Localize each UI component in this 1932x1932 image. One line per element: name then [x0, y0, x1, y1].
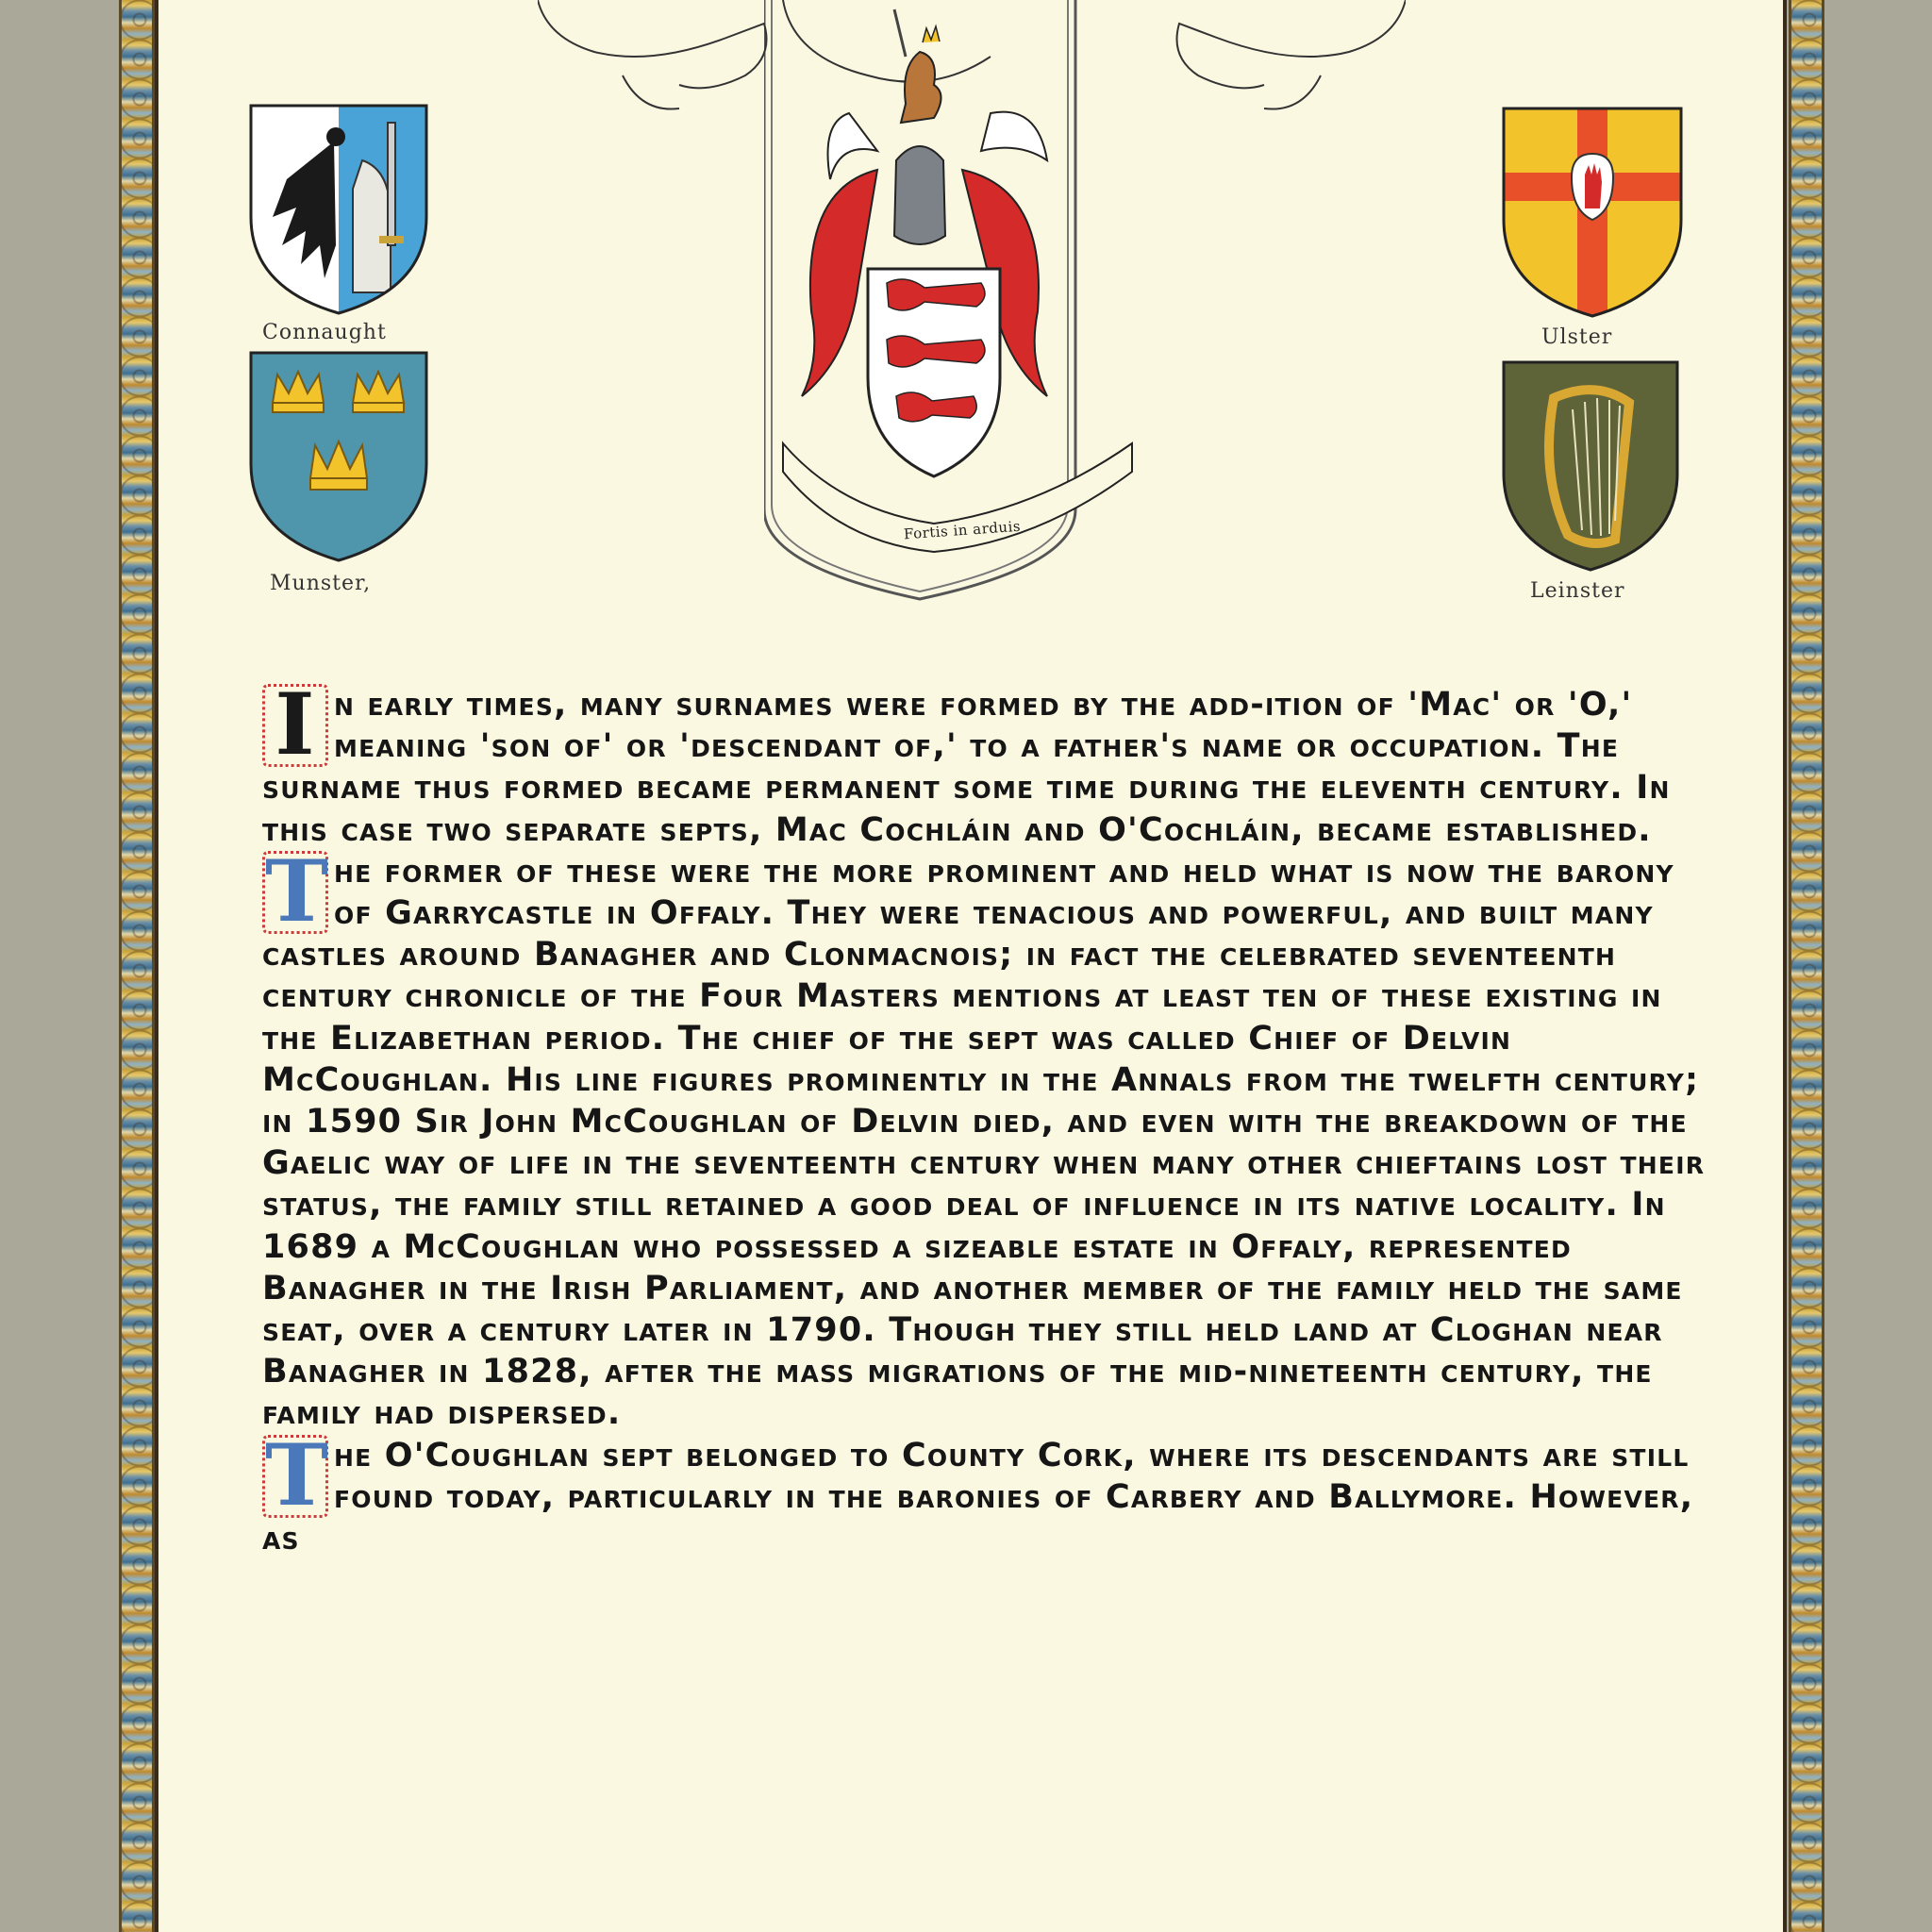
family-crest	[764, 0, 1170, 604]
scroll-flourish-left	[538, 0, 783, 145]
munster-shield	[249, 351, 428, 563]
leinster-shield	[1502, 360, 1679, 573]
inner-rule-right	[1783, 0, 1787, 1932]
celtic-knot-border-right	[1789, 0, 1824, 1932]
history-paragraph-2	[262, 841, 1720, 1435]
history-paragraph-3-text: he O'Coughlan sept belonged to County Cork, where its descendants are still found today, particularly in the baronies of Carbery and Ballymore. However, as	[262, 1436, 1694, 1558]
history-paragraph-2-text: he former of these were the more prominent and held what is now the barony of Garrycastle in Offaly. They were tenacious and powerful, and built many castles around Banagher and Clonmacnois; in fact the celebrated seventeenth century chronicle of the Four Masters mentions at least ten of these existing in the Elizabethan period. The chief of the sept was called Chief of Delvin McCoughlan. His line figures prominently in the Annals from the twelfth century; in 1590 Sir John McCoughlan of Delvin died, and even with the breakdown of the Gaelic way of life in the seventeenth century when many other chieftains lost their status, the family still retained a good deal of influence in its native locality. In 1689 a McCoughlan who possessed a sizeable estate in Offaly, represented Banagher in the Irish Parliament, and another member of the family held the same seat, over a century later in 1790. Though they still held land at Cloghan near Banagher in 1828, after the mass migrations of the mid-nineteenth century, the family had dispersed.	[262, 852, 1706, 1433]
scroll-flourish-right	[1160, 0, 1406, 145]
surname-history	[262, 675, 1720, 1559]
history-paragraph-1-text: n early times, many surnames were formed by the add-ition of 'Mac' or 'O,' meaning 'son of' or 'descendant of,' to a father's name or occupation. The surname thus formed became permanent some time during the eleventh century. In this case two separate septs, Mac Cochláin and O'Cochláin, became established.	[262, 686, 1671, 849]
connaught-shield	[249, 104, 428, 316]
connaught-label: Connaught	[262, 321, 387, 344]
ulster-label: Ulster	[1541, 325, 1613, 349]
drop-cap-3: T	[262, 1435, 328, 1518]
drop-cap-2: T	[262, 851, 328, 934]
history-paragraph-1	[262, 675, 1720, 851]
drop-cap-1: I	[262, 684, 328, 767]
celtic-knot-border-left	[119, 0, 155, 1932]
ulster-shield	[1502, 107, 1683, 319]
crest-motto: Fortis in arduis	[903, 517, 1022, 543]
munster-label: Munster,	[270, 572, 372, 595]
leinster-label: Leinster	[1530, 579, 1625, 603]
history-paragraph-3	[262, 1424, 1720, 1560]
